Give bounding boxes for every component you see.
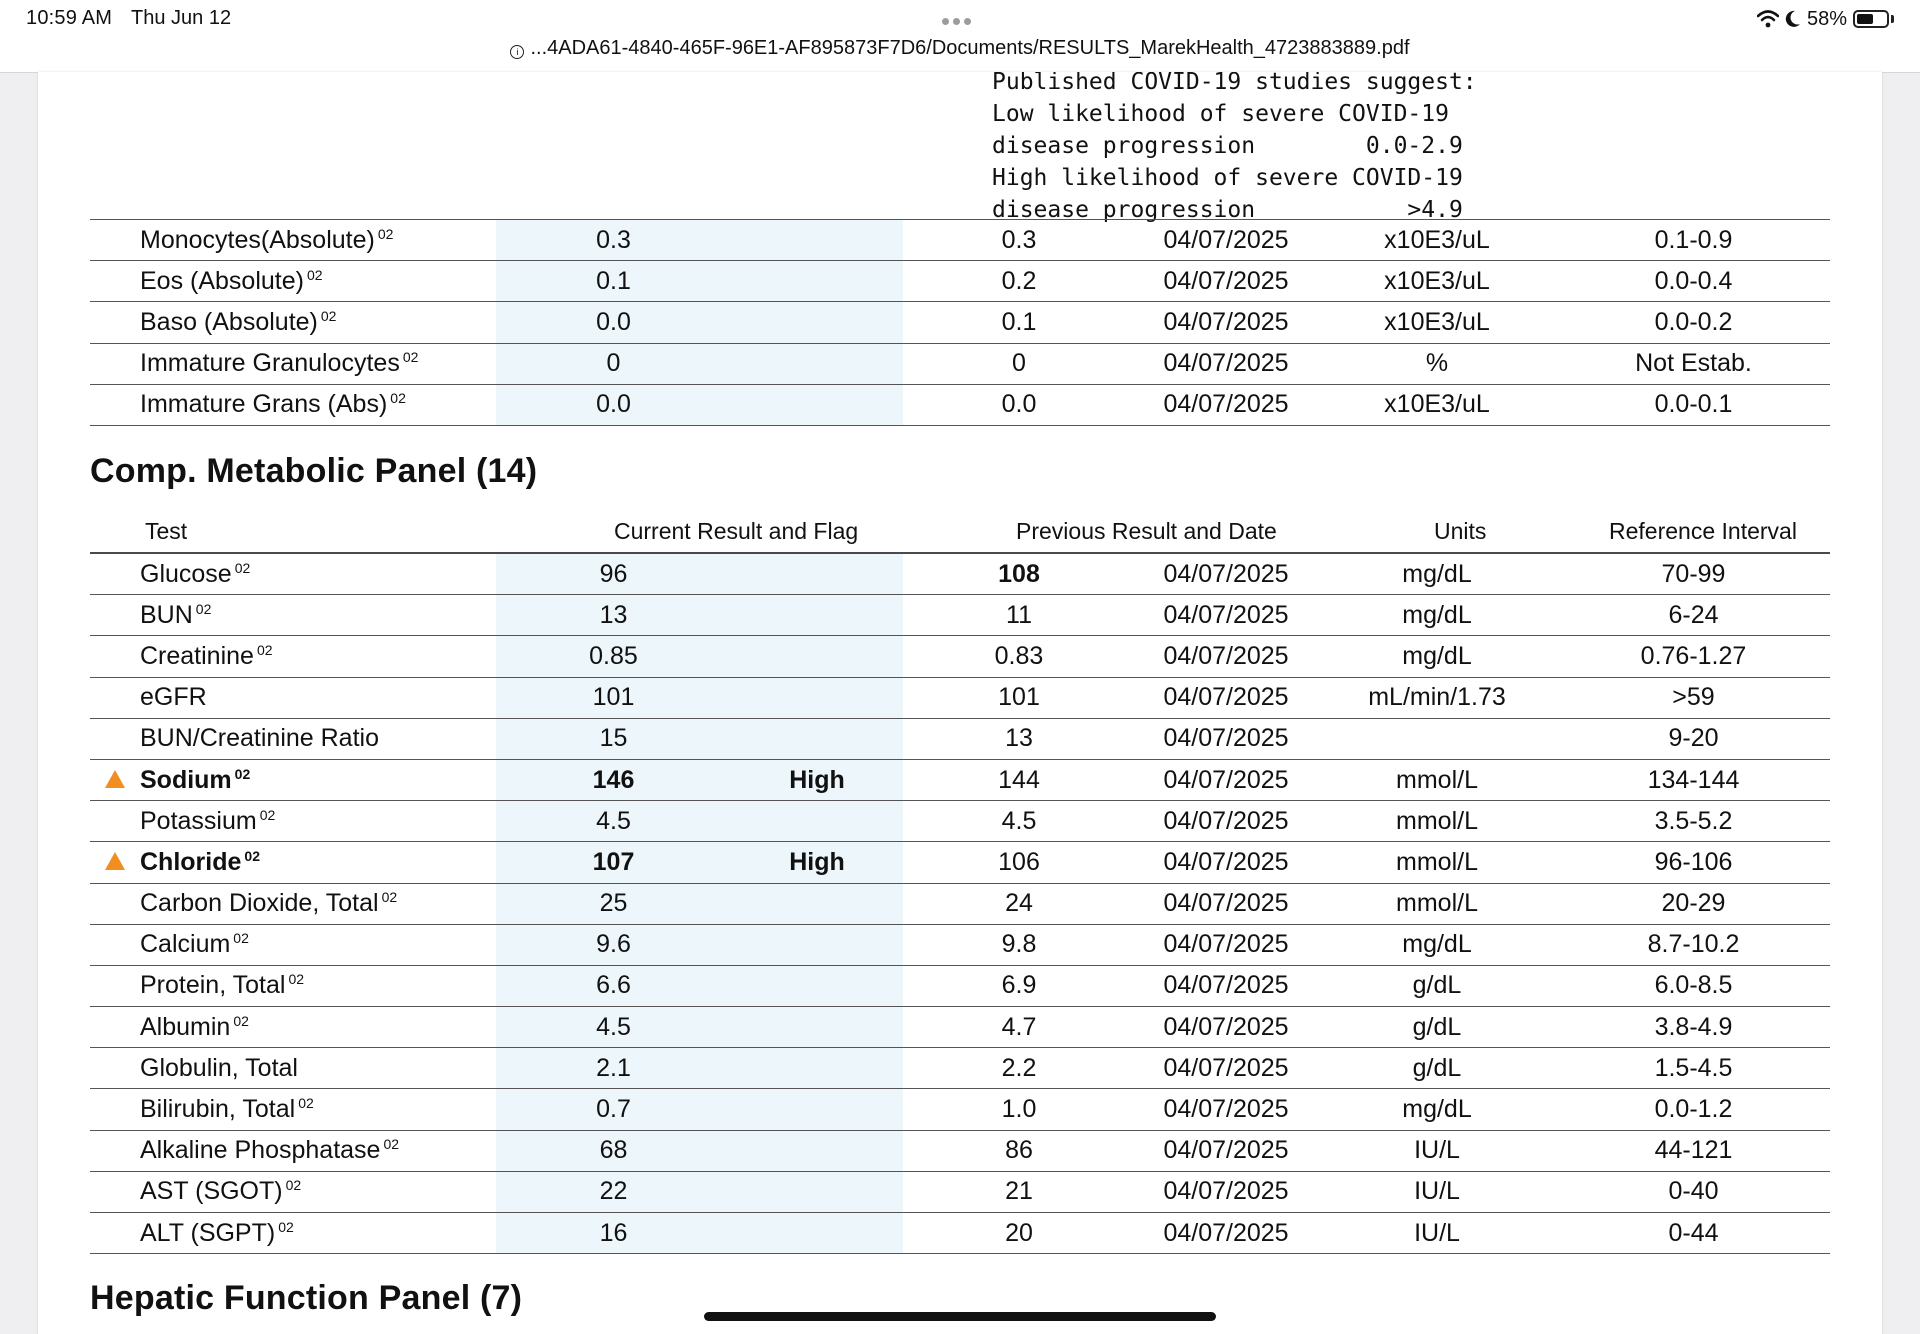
test-name: BUN/Creatinine Ratio: [140, 724, 379, 753]
previous-date: 04/07/2025: [1135, 302, 1317, 343]
result-flag: [731, 595, 903, 636]
test-name: BUN: [140, 600, 193, 629]
test-name-cell: [140, 636, 496, 677]
footnote-marker: 02: [377, 225, 394, 242]
units: g/dL: [1317, 1048, 1557, 1089]
current-result: 16: [496, 1213, 731, 1254]
footnote-marker: 02: [233, 930, 249, 947]
result-flag: [731, 554, 903, 595]
footnote-marker: 02: [256, 641, 273, 658]
previous-date: 04/07/2025: [1135, 801, 1317, 842]
table-row: [90, 384, 1830, 425]
reference-interval: 8.7-10.2: [1557, 924, 1830, 965]
flag-icon-cell: [90, 924, 140, 965]
previous-result: 0.1: [903, 302, 1135, 343]
result-flag: [731, 1213, 903, 1254]
test-name-cell: [140, 343, 496, 384]
test-name: Calcium: [140, 930, 231, 959]
previous-result: 9.8: [903, 924, 1135, 965]
units: mg/dL: [1317, 1089, 1557, 1130]
units: IU/L: [1317, 1130, 1557, 1171]
previous-date: 04/07/2025: [1135, 554, 1317, 595]
test-name: AST (SGOT): [140, 1177, 283, 1206]
test-name: Carbon Dioxide, Total: [140, 889, 379, 918]
flag-icon-cell: [90, 1048, 140, 1089]
test-name: Albumin: [140, 1012, 231, 1041]
previous-result: 106: [903, 842, 1135, 883]
warning-triangle-icon: [105, 770, 125, 788]
reference-interval: 0.1-0.9: [1557, 220, 1830, 261]
footnote-marker: 02: [381, 889, 398, 906]
test-name-cell: [140, 595, 496, 636]
flag-icon-cell: [90, 718, 140, 759]
result-flag: [731, 636, 903, 677]
table-row: [90, 883, 1830, 924]
reference-interval: 9-20: [1557, 718, 1830, 759]
units: mmol/L: [1317, 883, 1557, 924]
flag-icon-cell: [90, 1171, 140, 1212]
test-name: Immature Granulocytes: [140, 349, 400, 378]
flag-icon-cell: [90, 842, 140, 883]
test-name-cell: [140, 384, 496, 425]
battery-icon: [1853, 10, 1889, 28]
result-flag: [731, 1048, 903, 1089]
status-indicators: [1757, 6, 1894, 32]
current-result: 0: [496, 343, 731, 384]
previous-result: 20: [903, 1213, 1135, 1254]
test-name-cell: [140, 924, 496, 965]
flag-icon-cell: [90, 965, 140, 1006]
flag-icon-cell: [90, 1213, 140, 1254]
test-name-cell: [140, 801, 496, 842]
reference-interval: 3.5-5.2: [1557, 801, 1830, 842]
result-flag: [731, 302, 903, 343]
units: [1317, 718, 1557, 759]
units: mmol/L: [1317, 842, 1557, 883]
footnote-marker: 02: [285, 1177, 302, 1194]
covid-note-line: Low likelihood of severe COVID-19: [992, 101, 1449, 127]
previous-result: 11: [903, 595, 1135, 636]
previous-date: 04/07/2025: [1135, 718, 1317, 759]
current-result: 0.0: [496, 384, 731, 425]
result-flag: High: [731, 842, 903, 883]
cmp-results-table: [90, 554, 1830, 1254]
reference-interval: 0-40: [1557, 1171, 1830, 1212]
current-result: 0.3: [496, 220, 731, 261]
footnote-marker: 02: [402, 349, 419, 366]
units: g/dL: [1317, 1007, 1557, 1048]
previous-result: 0.83: [903, 636, 1135, 677]
previous-date: 04/07/2025: [1135, 759, 1317, 800]
footnote-marker: 02: [278, 1218, 294, 1235]
previous-result: 4.5: [903, 801, 1135, 842]
flag-icon-cell: [90, 1007, 140, 1048]
moon-icon: [1785, 10, 1801, 28]
current-result: 4.5: [496, 801, 731, 842]
reference-interval: 0.76-1.27: [1557, 636, 1830, 677]
flag-icon-cell: [90, 759, 140, 800]
table-row: [90, 924, 1830, 965]
current-result: 15: [496, 718, 731, 759]
previous-date: 04/07/2025: [1135, 220, 1317, 261]
result-flag: [731, 1171, 903, 1212]
previous-date: 04/07/2025: [1135, 924, 1317, 965]
test-name-cell: [140, 883, 496, 924]
flag-icon-cell: [90, 677, 140, 718]
units: mmol/L: [1317, 759, 1557, 800]
previous-result: 24: [903, 883, 1135, 924]
reference-interval: 70-99: [1557, 554, 1830, 595]
home-indicator[interactable]: [704, 1312, 1216, 1321]
units: x10E3/uL: [1317, 261, 1557, 302]
table-row: [90, 1171, 1830, 1212]
footnote-marker: 02: [383, 1136, 400, 1153]
covid-note: [992, 72, 1477, 226]
test-name-cell: [140, 261, 496, 302]
result-flag: [731, 718, 903, 759]
previous-date: 04/07/2025: [1135, 343, 1317, 384]
result-flag: [731, 343, 903, 384]
previous-date: 04/07/2025: [1135, 1048, 1317, 1089]
current-result: 13: [496, 595, 731, 636]
table-row: [90, 261, 1830, 302]
flag-icon-cell: [90, 343, 140, 384]
covid-note-line: disease progression 0.0-2.9: [992, 133, 1463, 159]
footnote-marker: 02: [390, 390, 406, 407]
previous-result: 21: [903, 1171, 1135, 1212]
reference-interval: Not Estab.: [1557, 343, 1830, 384]
reference-interval: 20-29: [1557, 883, 1830, 924]
table-row: [90, 1048, 1830, 1089]
current-result: 22: [496, 1171, 731, 1212]
status-time: 10:59 AM: [26, 7, 113, 29]
previous-date: 04/07/2025: [1135, 965, 1317, 1006]
previous-date: 04/07/2025: [1135, 595, 1317, 636]
reference-interval: 0.0-0.2: [1557, 302, 1830, 343]
footnote-marker: 02: [233, 1012, 249, 1029]
units: IU/L: [1317, 1213, 1557, 1254]
previous-date: 04/07/2025: [1135, 677, 1317, 718]
reference-interval: 44-121: [1557, 1130, 1830, 1171]
previous-result: 2.2: [903, 1048, 1135, 1089]
previous-result: 108: [903, 554, 1135, 595]
current-result: 101: [496, 677, 731, 718]
test-name: Immature Grans (Abs): [140, 390, 388, 419]
current-result: 4.5: [496, 1007, 731, 1048]
footnote-marker: 02: [234, 559, 251, 576]
previous-date: 04/07/2025: [1135, 1089, 1317, 1130]
table-row: [90, 842, 1830, 883]
col-header-reference: Reference Interval: [1609, 518, 1797, 544]
flag-icon-cell: [90, 636, 140, 677]
test-name: Chloride: [140, 847, 242, 876]
battery-percent: 58%: [1806, 7, 1847, 30]
result-flag: [731, 1130, 903, 1171]
previous-date: 04/07/2025: [1135, 1130, 1317, 1171]
reference-interval: 0.0-0.1: [1557, 384, 1830, 425]
warning-triangle-icon: [105, 852, 125, 870]
current-result: 0.85: [496, 636, 731, 677]
current-result: 96: [496, 554, 731, 595]
test-name: Globulin, Total: [140, 1053, 298, 1082]
units: g/dL: [1317, 965, 1557, 1006]
flag-icon-cell: [90, 261, 140, 302]
previous-result: 0: [903, 343, 1135, 384]
test-name: Protein, Total: [140, 971, 286, 1000]
result-flag: [731, 801, 903, 842]
test-name-cell: [140, 718, 496, 759]
hepatic-section-title: Hepatic Function Panel (7): [90, 1279, 523, 1317]
table-row: [90, 1213, 1830, 1254]
result-flag: [731, 924, 903, 965]
flag-icon-cell: [90, 595, 140, 636]
units: mmol/L: [1317, 801, 1557, 842]
reference-interval: 6-24: [1557, 595, 1830, 636]
cmp-section-title: Comp. Metabolic Panel (14): [90, 452, 538, 490]
previous-date: 04/07/2025: [1135, 1007, 1317, 1048]
covid-note-line: Published COVID-19 studies suggest:: [992, 72, 1477, 95]
result-flag: [731, 1089, 903, 1130]
flag-icon-cell: [90, 801, 140, 842]
units: x10E3/uL: [1317, 220, 1557, 261]
result-flag: [731, 261, 903, 302]
footnote-marker: 02: [298, 1095, 314, 1112]
reference-interval: 0-44: [1557, 1213, 1830, 1254]
previous-result: 101: [903, 677, 1135, 718]
table-row: [90, 343, 1830, 384]
previous-date: 04/07/2025: [1135, 384, 1317, 425]
previous-result: 4.7: [903, 1007, 1135, 1048]
table-row: [90, 595, 1830, 636]
result-flag: [731, 883, 903, 924]
current-result: 25: [496, 883, 731, 924]
test-name-cell: [140, 759, 496, 800]
table-row: [90, 801, 1830, 842]
table-row: [90, 677, 1830, 718]
table-row: [90, 718, 1830, 759]
previous-result: 0.2: [903, 261, 1135, 302]
previous-result: 1.0: [903, 1089, 1135, 1130]
table-row: [90, 220, 1830, 261]
result-flag: [731, 1007, 903, 1048]
info-icon[interactable]: i: [510, 45, 524, 59]
units: x10E3/uL: [1317, 302, 1557, 343]
previous-result: 0.0: [903, 384, 1135, 425]
footnote-marker: 02: [195, 600, 212, 617]
current-result: 107: [496, 842, 731, 883]
previous-result: 13: [903, 718, 1135, 759]
result-flag: [731, 384, 903, 425]
test-name-cell: [140, 302, 496, 343]
previous-result: 86: [903, 1130, 1135, 1171]
test-name-cell: [140, 554, 496, 595]
previous-date: 04/07/2025: [1135, 842, 1317, 883]
flag-icon-cell: [90, 302, 140, 343]
covid-note-line: disease progression >4.9: [992, 197, 1463, 223]
flag-icon-cell: [90, 384, 140, 425]
current-result: 6.6: [496, 965, 731, 1006]
test-name: Eos (Absolute): [140, 266, 304, 295]
test-name: Bilirubin, Total: [140, 1095, 296, 1124]
flag-icon-cell: [90, 220, 140, 261]
result-flag: [731, 220, 903, 261]
test-name: Alkaline Phosphatase: [140, 1136, 381, 1165]
footnote-marker: 02: [288, 971, 305, 988]
wifi-icon: [1757, 10, 1779, 28]
status-bar: [0, 0, 1920, 73]
current-result: 146: [496, 759, 731, 800]
units: IU/L: [1317, 1171, 1557, 1212]
current-result: 0.7: [496, 1089, 731, 1130]
footnote-marker: 02: [244, 847, 260, 864]
reference-interval: 0.0-0.4: [1557, 261, 1830, 302]
units: mg/dL: [1317, 595, 1557, 636]
previous-result: 6.9: [903, 965, 1135, 1006]
status-date: Thu Jun 12: [131, 7, 232, 29]
battery-tip: [1891, 15, 1894, 23]
previous-result: 0.3: [903, 220, 1135, 261]
table-row: [90, 965, 1830, 1006]
previous-date: 04/07/2025: [1135, 261, 1317, 302]
test-name: Creatinine: [140, 641, 254, 670]
units: mL/min/1.73: [1317, 677, 1557, 718]
footnote-marker: 02: [259, 806, 276, 823]
test-name-cell: [140, 1048, 496, 1089]
flag-icon-cell: [90, 883, 140, 924]
previous-date: 04/07/2025: [1135, 636, 1317, 677]
multitasking-dots-icon[interactable]: [942, 12, 978, 20]
table-row: [90, 1007, 1830, 1048]
reference-interval: 1.5-4.5: [1557, 1048, 1830, 1089]
test-name-cell: [140, 220, 496, 261]
result-flag: High: [731, 759, 903, 800]
table-row: [90, 759, 1830, 800]
document-url: ...4ADA61-4840-465F-96E1-AF895873F7D6/Documents/RESULTS_MarekHealth_4723883889.pdf: [530, 37, 1410, 59]
table-row: [90, 636, 1830, 677]
units: x10E3/uL: [1317, 384, 1557, 425]
reference-interval: >59: [1557, 677, 1830, 718]
footnote-marker: 02: [234, 765, 251, 782]
previous-date: 04/07/2025: [1135, 1213, 1317, 1254]
document-url-bar[interactable]: [0, 37, 1920, 60]
flag-icon-cell: [90, 1089, 140, 1130]
test-name: Baso (Absolute): [140, 307, 318, 336]
reference-interval: 0.0-1.2: [1557, 1089, 1830, 1130]
units: mg/dL: [1317, 554, 1557, 595]
col-header-test: Test: [145, 518, 188, 544]
footnote-marker: 02: [306, 266, 323, 283]
col-header-current: Current Result and Flag: [614, 518, 859, 544]
test-name-cell: [140, 677, 496, 718]
test-name: Potassium: [140, 806, 257, 835]
table-row: [90, 1089, 1830, 1130]
reference-interval: 3.8-4.9: [1557, 1007, 1830, 1048]
flag-icon-cell: [90, 554, 140, 595]
reference-interval: 6.0-8.5: [1557, 965, 1830, 1006]
test-name: Sodium: [140, 765, 232, 794]
current-result: 9.6: [496, 924, 731, 965]
table-row: [90, 302, 1830, 343]
table-row: [90, 1130, 1830, 1171]
previous-date: 04/07/2025: [1135, 1171, 1317, 1212]
reference-interval: 96-106: [1557, 842, 1830, 883]
units: mg/dL: [1317, 636, 1557, 677]
reference-interval: 134-144: [1557, 759, 1830, 800]
current-result: 68: [496, 1130, 731, 1171]
test-name-cell: [140, 1007, 496, 1048]
test-name-cell: [140, 842, 496, 883]
current-result: 0.0: [496, 302, 731, 343]
units: mg/dL: [1317, 924, 1557, 965]
current-result: 2.1: [496, 1048, 731, 1089]
test-name: ALT (SGPT): [140, 1218, 276, 1247]
test-name-cell: [140, 1130, 496, 1171]
test-name-cell: [140, 1089, 496, 1130]
result-flag: [731, 677, 903, 718]
current-result: 0.1: [496, 261, 731, 302]
flag-icon-cell: [90, 1130, 140, 1171]
units: %: [1317, 343, 1557, 384]
test-name: Monocytes(Absolute): [140, 225, 375, 254]
covid-note-line: High likelihood of severe COVID-19: [992, 165, 1463, 191]
previous-result: 144: [903, 759, 1135, 800]
test-name: eGFR: [140, 683, 207, 712]
result-flag: [731, 965, 903, 1006]
previous-date: 04/07/2025: [1135, 883, 1317, 924]
test-name: Glucose: [140, 559, 232, 588]
footnote-marker: 02: [320, 307, 337, 324]
table-row: [90, 554, 1830, 595]
col-header-units: Units: [1434, 518, 1487, 544]
test-name-cell: [140, 1213, 496, 1254]
test-name-cell: [140, 965, 496, 1006]
pdf-page[interactable]: [38, 72, 1882, 1334]
cbc-results-table: [90, 219, 1830, 426]
col-header-previous: Previous Result and Date: [1016, 518, 1277, 544]
test-name-cell: [140, 1171, 496, 1212]
